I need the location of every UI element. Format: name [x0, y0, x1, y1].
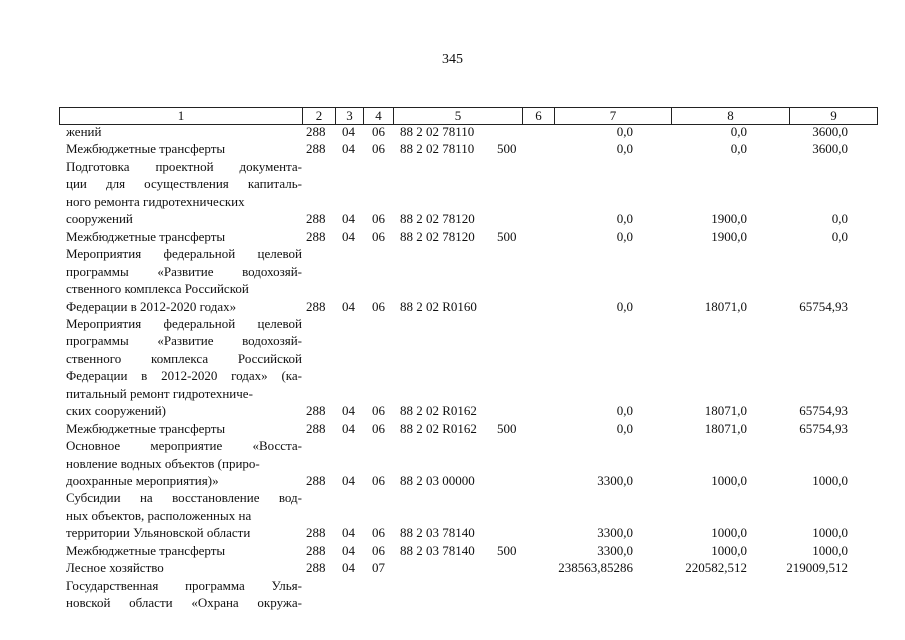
- row-name: программы «Развитие водохозяй-: [66, 333, 302, 349]
- row-code-subsection: 07: [372, 560, 385, 576]
- header-col-4: 4: [364, 108, 394, 124]
- row-value-col8: 18071,0: [704, 298, 747, 314]
- header-col-1: 1: [60, 108, 303, 124]
- row-value-col8: 1000,0: [711, 525, 747, 541]
- table-row: [0, 263, 905, 281]
- row-code-subsection: 06: [372, 542, 385, 558]
- row-value-col7: 3300,0: [597, 473, 633, 488]
- row-value-col9: 219009,512: [786, 560, 848, 576]
- row-code-grbs: 288: [306, 473, 326, 488]
- row-code-expense-type: 500: [497, 420, 517, 436]
- row-value-col7: 0,0: [616, 124, 633, 139]
- row-code-section: 04: [342, 298, 355, 314]
- row-code-target: 88 2 02 78110: [400, 124, 475, 139]
- row-code-section: 04: [342, 124, 355, 139]
- row-code-target: 88 2 02 R0160: [400, 298, 477, 314]
- row-code-grbs: 288: [306, 542, 326, 558]
- row-code-subsection: 06: [372, 403, 385, 419]
- table-row: [0, 210, 905, 228]
- table-row: [0, 542, 905, 560]
- row-value-col9: 3600,0: [812, 141, 848, 157]
- row-name: Мероприятия федеральной целевой: [66, 246, 302, 262]
- row-code-grbs: 288: [306, 403, 326, 419]
- row-name: ственного комплекса Российской: [66, 350, 302, 366]
- table-row: [0, 577, 905, 595]
- row-value-col8: 0,0: [730, 124, 747, 139]
- table-row: [0, 472, 905, 490]
- row-value-col8: 1000,0: [711, 473, 747, 488]
- row-value-col7: 0,0: [616, 298, 633, 314]
- row-code-subsection: 06: [372, 141, 385, 157]
- row-name: новление водных объектов (приро-: [66, 455, 260, 471]
- table-row: [0, 402, 905, 420]
- row-value-col8: 18071,0: [704, 403, 747, 419]
- row-name: Основное мероприятие «Восста-: [66, 438, 302, 454]
- row-code-section: 04: [342, 525, 355, 541]
- row-name: Федерации в 2012-2020 годах» (ка-: [66, 368, 302, 384]
- row-code-grbs: 288: [306, 211, 326, 227]
- row-code-section: 04: [342, 560, 355, 576]
- table-row: [0, 245, 905, 263]
- row-code-expense-type: 500: [497, 228, 517, 244]
- row-name: доохранные мероприятия)»: [66, 473, 219, 488]
- row-code-target: 88 2 02 78120: [400, 211, 475, 227]
- row-code-target: 88 2 02 R0162: [400, 420, 477, 436]
- table-row: [0, 280, 905, 298]
- row-name: ных объектов, расположенных на: [66, 507, 252, 523]
- table-row: [0, 367, 905, 385]
- table-row: [0, 315, 905, 333]
- row-value-col8: 220582,512: [685, 560, 747, 576]
- row-code-subsection: 06: [372, 473, 385, 488]
- row-name: Межбюджетные трансферты: [66, 420, 226, 436]
- table-row: [0, 437, 905, 455]
- header-col-5: 5: [394, 108, 523, 124]
- row-code-target: 88 2 03 00000: [400, 473, 475, 488]
- table-row: [0, 559, 905, 577]
- row-value-col9: 65754,93: [799, 403, 848, 419]
- row-value-col9: 1000,0: [812, 473, 848, 488]
- row-value-col7: 0,0: [616, 420, 633, 436]
- table-row: [0, 228, 905, 246]
- row-name: ного ремонта гидротехнических: [66, 193, 245, 209]
- row-code-subsection: 06: [372, 124, 385, 139]
- row-code-section: 04: [342, 141, 355, 157]
- row-value-col8: 18071,0: [704, 420, 747, 436]
- header-col-7: 7: [555, 108, 672, 124]
- table-row: [0, 193, 905, 211]
- row-value-col9: 0,0: [831, 228, 848, 244]
- header-col-9: 9: [790, 108, 878, 124]
- row-code-grbs: 288: [306, 141, 326, 157]
- row-name: новской области «Охрана окружа-: [66, 595, 302, 611]
- row-code-subsection: 06: [372, 420, 385, 436]
- row-value-col8: 1900,0: [711, 228, 747, 244]
- row-code-grbs: 288: [306, 124, 326, 139]
- row-value-col7: 238563,85286: [558, 560, 633, 576]
- row-name: ственного комплекса Российской: [66, 281, 249, 297]
- row-name: Мероприятия федеральной целевой: [66, 315, 302, 331]
- table-row: [0, 350, 905, 368]
- row-code-subsection: 06: [372, 228, 385, 244]
- row-value-col9: 1000,0: [812, 542, 848, 558]
- row-code-grbs: 288: [306, 525, 326, 541]
- row-code-section: 04: [342, 211, 355, 227]
- row-name: сооружений: [66, 211, 133, 227]
- row-code-expense-type: 500: [497, 542, 517, 558]
- row-code-grbs: 288: [306, 420, 326, 436]
- row-value-col7: 0,0: [616, 211, 633, 227]
- table-row: [0, 455, 905, 473]
- header-col-3: 3: [336, 108, 364, 124]
- page-number: 345: [442, 52, 463, 67]
- row-code-section: 04: [342, 473, 355, 488]
- row-code-target: 88 2 03 78140: [400, 525, 475, 541]
- row-value-col9: 1000,0: [812, 525, 848, 541]
- table-row: [0, 385, 905, 403]
- table-row: [0, 524, 905, 542]
- table-row: [0, 420, 905, 438]
- row-code-grbs: 288: [306, 228, 326, 244]
- row-name: жений: [66, 124, 102, 139]
- row-name: Межбюджетные трансферты: [66, 141, 226, 157]
- row-code-subsection: 06: [372, 525, 385, 541]
- row-code-subsection: 06: [372, 211, 385, 227]
- row-code-grbs: 288: [306, 298, 326, 314]
- row-code-target: 88 2 03 78140: [400, 542, 475, 558]
- row-value-col8: 1000,0: [711, 542, 747, 558]
- row-value-col9: 65754,93: [799, 420, 848, 436]
- row-name: Государственная программа Улья-: [66, 577, 302, 593]
- table-row: [0, 140, 905, 158]
- header-col-2: 2: [303, 108, 336, 124]
- row-code-section: 04: [342, 542, 355, 558]
- table-row: [0, 507, 905, 525]
- row-name: питальный ремонт гидротехниче-: [66, 385, 253, 401]
- row-code-grbs: 288: [306, 560, 326, 576]
- table-row: [0, 594, 905, 612]
- row-name: Межбюджетные трансферты: [66, 542, 226, 558]
- row-value-col9: 65754,93: [799, 298, 848, 314]
- table-row: [0, 298, 905, 316]
- row-name: Субсидии на восстановление вод-: [66, 490, 302, 506]
- row-value-col7: 0,0: [616, 403, 633, 419]
- table-row: [0, 489, 905, 507]
- row-code-expense-type: 500: [497, 141, 517, 157]
- row-value-col7: 0,0: [616, 228, 633, 244]
- row-code-target: 88 2 02 R0162: [400, 403, 477, 419]
- row-name: Федерации в 2012-2020 годах»: [66, 298, 237, 314]
- row-name: Подготовка проектной документа-: [66, 158, 302, 174]
- row-code-target: 88 2 02 78110: [400, 141, 475, 157]
- row-value-col9: 3600,0: [812, 124, 848, 139]
- row-code-section: 04: [342, 420, 355, 436]
- row-value-col8: 1900,0: [711, 211, 747, 227]
- row-value-col8: 0,0: [730, 141, 747, 157]
- table-row: [0, 332, 905, 350]
- row-code-section: 04: [342, 228, 355, 244]
- row-name: Межбюджетные трансферты: [66, 228, 226, 244]
- table-row: [0, 158, 905, 176]
- table-row: [0, 175, 905, 193]
- row-value-col7: 3300,0: [597, 542, 633, 558]
- row-name: Лесное хозяйство: [66, 560, 164, 576]
- row-value-col7: 0,0: [616, 141, 633, 157]
- row-code-subsection: 06: [372, 298, 385, 314]
- row-name: территории Ульяновской области: [66, 525, 251, 541]
- header-col-8: 8: [672, 108, 790, 124]
- row-name: программы «Развитие водохозяй-: [66, 263, 302, 279]
- row-value-col7: 3300,0: [597, 525, 633, 541]
- header-col-6: 6: [523, 108, 555, 124]
- row-code-target: 88 2 02 78120: [400, 228, 475, 244]
- row-name: ции для осуществления капиталь-: [66, 176, 302, 192]
- row-value-col9: 0,0: [831, 211, 848, 227]
- table-row: [0, 123, 905, 141]
- row-name: ских сооружений): [66, 403, 167, 419]
- row-code-section: 04: [342, 403, 355, 419]
